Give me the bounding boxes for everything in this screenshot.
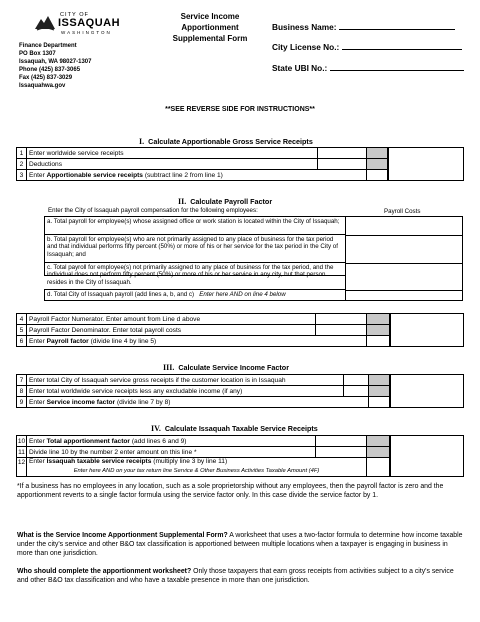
line-number: 11 — [18, 448, 25, 456]
table-row — [17, 436, 390, 447]
result-cell — [369, 397, 390, 408]
section1-table — [16, 147, 388, 181]
line-label: Enter Total apportionment factor (add lines 6 and 9) — [27, 436, 316, 447]
line-label: Enter worldwide service receipts — [27, 148, 318, 159]
line-number: 5 — [17, 325, 27, 336]
line-label: Payroll Factor Numerator. Enter amount from Line d above — [27, 314, 316, 325]
logo-state: WASHINGTON — [61, 30, 112, 35]
line-label: Divide line 10 by the number 2 enter amount on this line * — [27, 447, 316, 458]
line-label: Enter Issaquah taxable service receipts (multiply line 3 by line 11) Enter here AND on your tax return line Service & Other Business Activities Taxable Amount (4F) — [27, 458, 367, 477]
amount-input[interactable] — [316, 436, 367, 447]
line-number: 1 — [17, 148, 27, 159]
section3-roman: III. — [163, 363, 175, 372]
shaded-cell — [367, 159, 388, 170]
table-row — [17, 375, 390, 386]
payroll-costs-header: Payroll Costs — [384, 208, 421, 215]
address-line: Fax (425) 837-3029 — [19, 75, 73, 81]
footnote: *If a business has no employees in any location, such as a sole proprietorship without any employees, then the payroll factor is zero and the apportionment reverts to a single factor formula using the service factor only. In this case divide the service factor by 1. — [17, 483, 444, 500]
city-license-field[interactable] — [342, 49, 462, 50]
form-title-line: Apportionment — [181, 23, 239, 32]
address-line: Phone (425) 837-3065 — [19, 67, 81, 73]
faq-item — [17, 531, 465, 559]
section2-table — [16, 313, 390, 347]
result-cell — [367, 336, 390, 347]
payroll-item-b: b. Total payroll for employee(s) who are not primarily assigned to any place of business for the tax period and that individual performs fifty percent (50%) or more of his or her service for the tax period in the City of Issaquah; and — [47, 236, 338, 258]
payroll-item-d-note: Enter here AND on line 4 below — [199, 291, 286, 298]
line-number: 9 — [17, 397, 27, 408]
table-row — [17, 159, 388, 170]
payroll-c-input[interactable] — [345, 263, 463, 291]
line-label: Deductions — [27, 159, 318, 170]
business-name-field[interactable] — [339, 29, 455, 30]
payroll-item-d: d. Total City of Issaquah payroll (add lines a, b, and c) Enter here AND on line 4 below — [47, 291, 286, 298]
faq-answer: Only those taxpayers that earn gross receipts from activities subject to a city's service and other B&O tax classification and who have a taxable presence in more than one jurisdiction. — [17, 568, 454, 585]
faq-item — [17, 567, 465, 585]
line-number: 10 — [17, 437, 26, 445]
line-label: Payroll Factor Denominator. Enter total payroll costs — [27, 325, 316, 336]
row12-note: Enter here AND on your tax return line Service & Other Business Activities Taxable Amount (4F) — [73, 467, 320, 474]
line-number: 6 — [17, 336, 27, 347]
line-label: Enter Apportionable service receipts (subtract line 2 from line 1) — [27, 170, 367, 181]
shaded-cell — [367, 148, 388, 159]
address-line: Finance Department — [19, 43, 77, 49]
result-cell — [367, 458, 390, 477]
section3-result-input[interactable] — [390, 374, 464, 408]
payroll-item-a: a. Total payroll for employee(s) whose assigned office or work station is located within the City of Issaquah; — [47, 218, 340, 225]
shaded-cell — [367, 447, 390, 458]
section4-title: IV. Calculate Issaquah Taxable Service Receipts — [151, 424, 318, 433]
amount-input[interactable] — [316, 447, 367, 458]
section2-intro: Enter the City of Issaquah payroll compensation for the following employees: — [48, 207, 258, 214]
section3-title: III. Calculate Service Income Factor — [163, 363, 289, 372]
faq-answer: A worksheet that uses a two-factor formula to determine how income taxable under the city's service and other B&O tax classification is apportioned between multiple locations when a taxpayer is engaging in business in more than one jurisdiction. — [17, 532, 463, 558]
faq-question: Who should complete the apportionment worksheet? — [17, 568, 192, 575]
address-line: Issaquahwa.gov — [19, 83, 66, 89]
line-label: Enter total worldwide service receipts less any excludable income (if any) — [27, 386, 344, 397]
line-label: Enter Service income factor (divide line 7 by 8) — [27, 397, 369, 408]
line-number: 2 — [17, 159, 27, 170]
section1-result-input[interactable] — [388, 147, 464, 181]
amount-input[interactable] — [316, 325, 367, 336]
amount-input[interactable] — [318, 159, 367, 170]
state-ubi-label: State UBI No.: — [272, 63, 328, 73]
shaded-cell — [369, 386, 390, 397]
line-label: Enter total City of Issaquah service gross receipts if the customer location is in Issaquah — [27, 375, 344, 386]
line-number: 12 — [17, 458, 27, 477]
result-cell — [367, 170, 388, 181]
form-title-line: Supplemental Form — [172, 34, 248, 43]
reverse-note: **SEE REVERSE SIDE FOR INSTRUCTIONS** — [165, 106, 315, 113]
amount-input[interactable] — [318, 148, 367, 159]
section4-result-input[interactable] — [390, 435, 464, 477]
city-license-label: City License No.: — [272, 42, 340, 52]
shaded-cell — [367, 325, 390, 336]
table-row — [17, 386, 390, 397]
address-block — [19, 42, 91, 90]
line-label: Enter Payroll factor (divide line 4 by line 5) — [27, 336, 367, 347]
amount-input[interactable] — [344, 375, 369, 386]
line-number: 3 — [17, 170, 27, 181]
table-row — [17, 336, 390, 347]
faq-question: What is the Service Income Apportionment Supplemental Form? — [17, 532, 228, 539]
shaded-cell — [369, 375, 390, 386]
amount-input[interactable] — [316, 314, 367, 325]
logo-name: ISSAQUAH — [58, 17, 121, 29]
table-row — [17, 314, 390, 325]
line-number: 7 — [17, 375, 27, 386]
amount-input[interactable] — [344, 386, 369, 397]
section2-roman: II. — [178, 197, 187, 206]
section2-title: II. Calculate Payroll Factor — [178, 197, 273, 206]
table-row — [17, 148, 388, 159]
shaded-cell — [367, 314, 390, 325]
payroll-item-c: c. Total payroll for employee(s) not primarily assigned to any place of business for the tax period, and the individual does not perform fifty percent (50%) or more of his or her service in any city, but that person resides in the City of Issaquah. — [47, 264, 334, 286]
payroll-d-input[interactable] — [345, 290, 463, 301]
city-logo — [34, 10, 126, 38]
table-row — [17, 170, 388, 181]
state-ubi-field[interactable] — [330, 70, 464, 71]
logo-city-of: CITY OF — [60, 12, 89, 18]
shaded-cell — [367, 436, 390, 447]
table-row — [17, 325, 390, 336]
line-number: 8 — [17, 386, 27, 397]
business-name-label: Business Name: — [272, 22, 337, 32]
form-title — [160, 11, 260, 44]
address-line: PO Box 1307 — [19, 51, 56, 57]
mountain-icon — [34, 12, 56, 32]
section1-roman: I. — [139, 137, 145, 146]
payroll-b-input[interactable] — [345, 235, 463, 264]
table-row — [17, 447, 390, 458]
payroll-a-input[interactable] — [345, 216, 463, 236]
section2-result-input[interactable] — [390, 313, 464, 347]
address-line: Issaquah, WA 98027-1307 — [19, 59, 92, 65]
section4-table — [16, 435, 390, 477]
table-row — [17, 458, 390, 477]
line-number: 4 — [17, 314, 27, 325]
section3-table — [16, 374, 390, 408]
form-title-line: Service Income — [180, 12, 240, 21]
table-row — [17, 397, 390, 408]
section4-roman: IV. — [151, 424, 161, 433]
section1-title: I. Calculate Apportionable Gross Service Receipts — [139, 137, 313, 146]
